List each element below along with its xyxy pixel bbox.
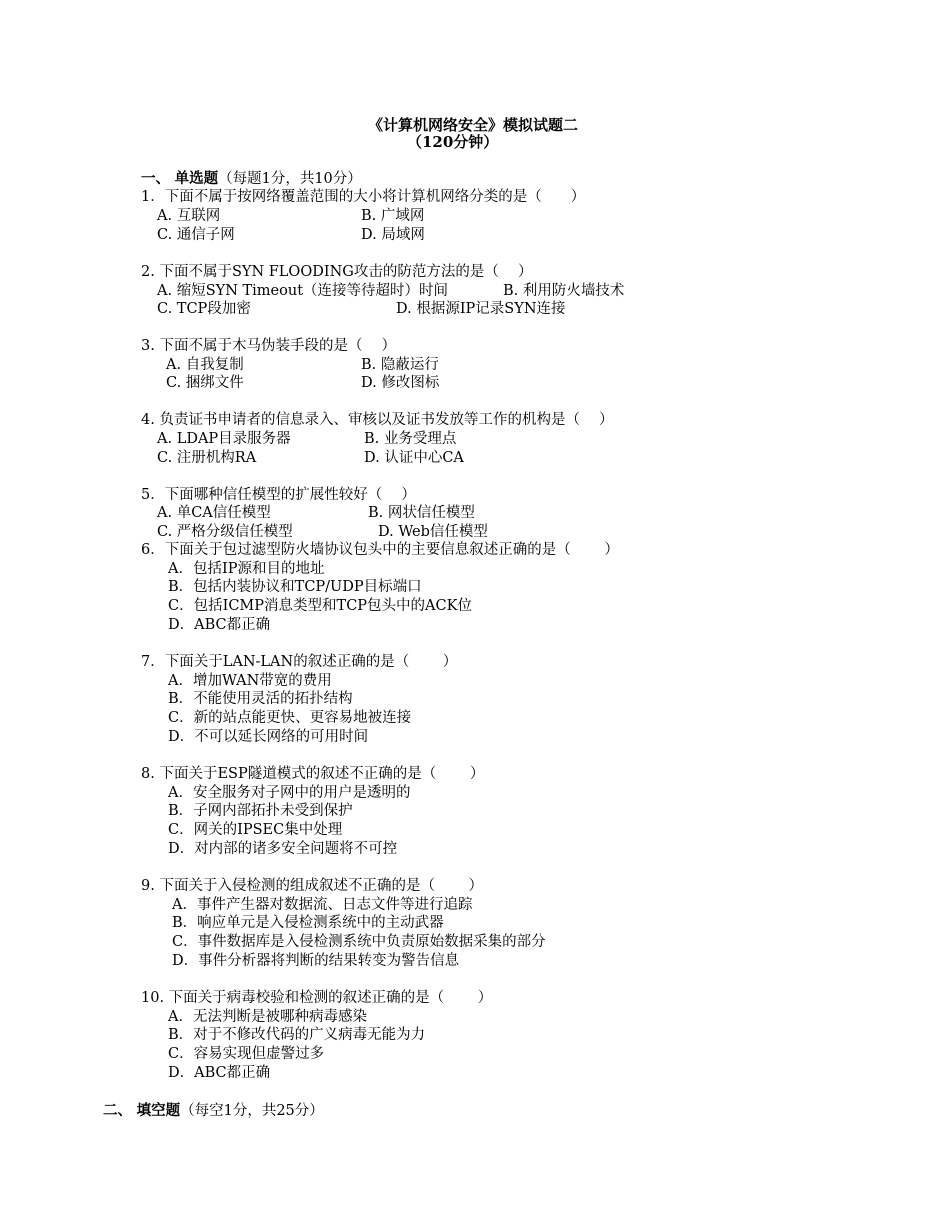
question-option: B. 网状信任模型: [368, 505, 475, 521]
question-option: C．网关的IPSEC集中处理: [168, 822, 343, 838]
question-stem: 8. 下面关于ESP隧道模式的叙述不正确的是（ ）: [141, 766, 485, 782]
question-option: A．事件产生器对数据流、日志文件等进行追踪: [172, 897, 473, 913]
section-note: （每空1分，共25分）: [180, 1103, 324, 1119]
question-option: A. 自我复制: [166, 357, 244, 373]
exam-duration: （120分钟）: [407, 133, 499, 151]
question-option: D．对内部的诸多安全问题将不可控: [168, 841, 398, 857]
question-option: D. 修改图标: [361, 375, 440, 391]
question-option: B. 广域网: [361, 208, 425, 224]
question-option: A. 互联网: [157, 208, 221, 224]
exam-title: 《计算机网络安全》模拟试题二: [368, 116, 579, 134]
question-option: D．不可以延长网络的可用时间: [168, 729, 369, 745]
section-name: 填空题: [136, 1102, 181, 1119]
question-option: D．事件分析器将判断的结果转变为警告信息: [172, 953, 460, 969]
question-option: C. 注册机构RA: [157, 450, 257, 466]
question-stem: 5．下面哪种信任模型的扩展性较好（ ）: [141, 487, 416, 503]
section-heading-fill-in: [103, 1102, 324, 1120]
question-option: A．包括IP源和目的地址: [168, 561, 325, 577]
question-stem: 7．下面关于LAN-LAN的叙述正确的是（ ）: [141, 654, 458, 670]
question-option: A．安全服务对子网中的用户是透明的: [168, 785, 411, 801]
question-option: D．ABC都正确: [168, 1065, 271, 1081]
question-stem: 1．下面不属于按网络覆盖范围的大小将计算机网络分类的是（ ）: [141, 189, 586, 205]
question-option: C. TCP段加密: [157, 301, 251, 317]
question-stem: 4. 负责证书申请者的信息录入、审核以及证书发放等工作的机构是（ ）: [141, 412, 614, 428]
section-number: 一、: [141, 170, 170, 187]
question-stem: 3. 下面不属于木马伪装手段的是（ ）: [141, 338, 397, 354]
section-name: 单选题: [174, 170, 219, 187]
question-option: C. 严格分级信任模型: [157, 524, 293, 540]
question-option: B. 隐蔽运行: [361, 357, 439, 373]
question-option: B. 业务受理点: [364, 431, 457, 447]
question-option: D. 局域网: [361, 227, 425, 243]
section-number: 二、: [103, 1102, 132, 1119]
question-option: B．响应单元是入侵检测系统中的主动武器: [172, 915, 444, 931]
question-option: A．无法判断是被哪种病毒感染: [168, 1009, 367, 1025]
question-option: D. 认证中心CA: [364, 450, 464, 466]
question-option: B．子网内部拓扑未受到保护: [168, 803, 353, 819]
question-option: C．容易实现但虚警过多: [168, 1046, 325, 1062]
question-stem: 9. 下面关于入侵检测的组成叙述不正确的是（ ）: [141, 878, 484, 894]
question-option: D．ABC都正确: [168, 617, 271, 633]
question-option: A. 缩短SYN Timeout（连接等待超时）时间: [157, 283, 449, 299]
question-option: D. 根据源IP记录SYN连接: [396, 301, 566, 317]
question-option: C. 捆绑文件: [166, 375, 244, 391]
question-option: A．增加WAN带宽的费用: [168, 673, 332, 689]
question-option: D. Web信任模型: [378, 524, 488, 540]
question-option: A. LDAP目录服务器: [157, 431, 291, 447]
section-heading-single-choice: [141, 170, 362, 188]
question-option: C．新的站点能更快、更容易地被连接: [168, 710, 412, 726]
question-option: C．事件数据库是入侵检测系统中负责原始数据采集的部分: [172, 934, 546, 950]
question-option: B．包括内装协议和TCP/UDP目标端口: [168, 579, 422, 595]
question-option: B．不能使用灵活的拓扑结构: [168, 691, 353, 707]
question-stem: 2. 下面不属于SYN FLOODING攻击的防范方法的是（ ）: [141, 264, 533, 280]
question-option: C. 通信子网: [157, 227, 235, 243]
question-option: C．包括ICMP消息类型和TCP包头中的ACK位: [168, 598, 472, 614]
question-option: B. 利用防火墙技术: [503, 283, 625, 299]
question-option: B．对于不修改代码的广义病毒无能为力: [168, 1027, 426, 1043]
question-stem: 6．下面关于包过滤型防火墙协议包头中的主要信息叙述正确的是（ ）: [141, 542, 619, 558]
question-stem: 10. 下面关于病毒校验和检测的叙述正确的是（ ）: [141, 990, 493, 1006]
section-note: （每题1分，共10分）: [218, 171, 362, 187]
question-option: A. 单CA信任模型: [157, 505, 271, 521]
